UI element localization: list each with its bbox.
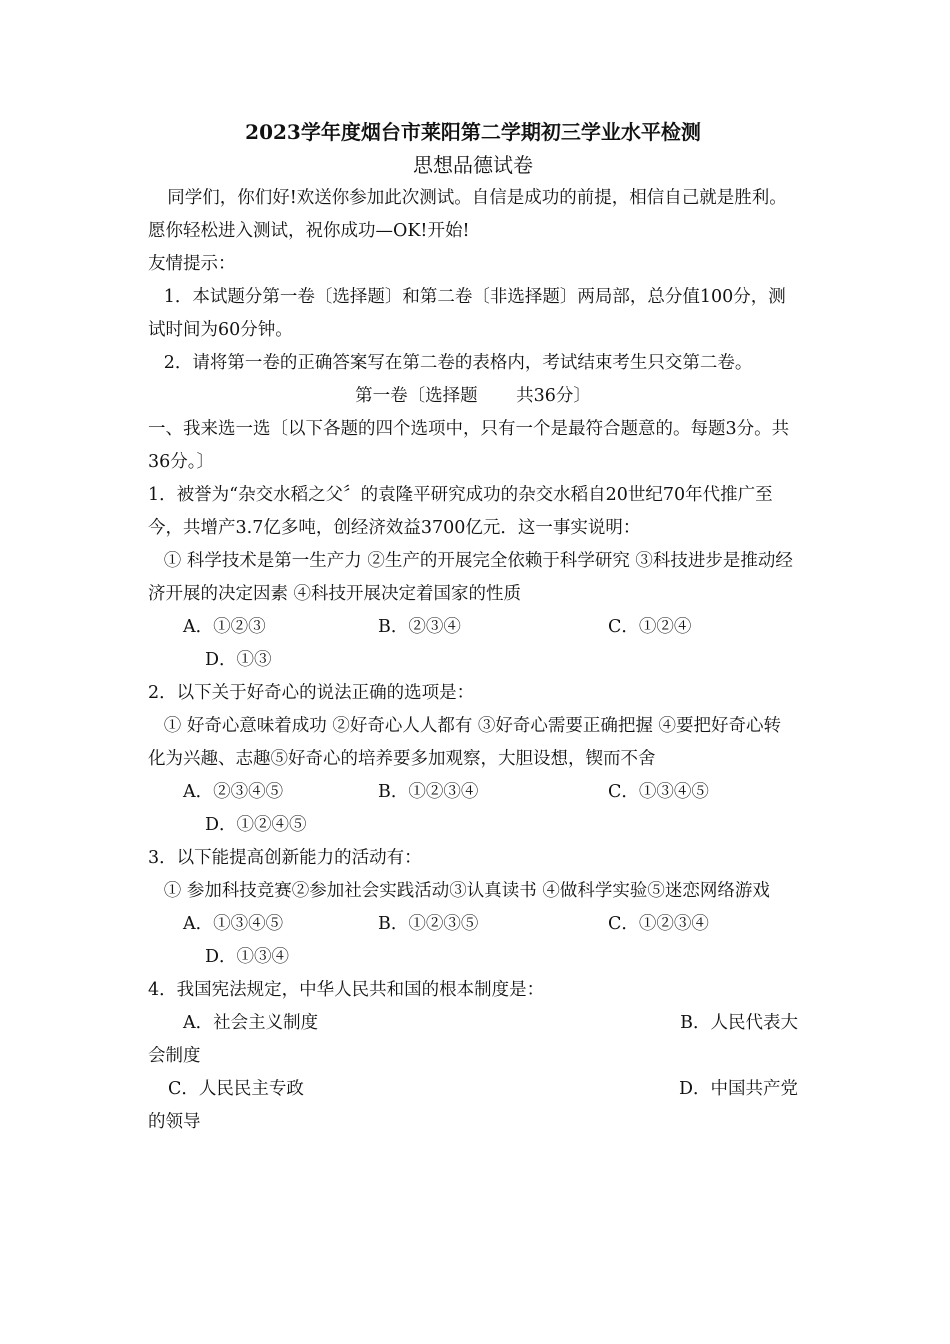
- option-d: D．①②④⑤: [205, 815, 307, 835]
- question-statements: ① 好奇心意味着成功 ②好奇心人人都有 ③好奇心需要正确把握 ④要把好奇心转化为兴趣、志趣⑤好奇心的培养要多加观察，大胆设想，锲而不舍: [148, 716, 781, 769]
- exam-subtitle: 思想品德试卷: [413, 153, 533, 177]
- option-b: B．人民代表大: [680, 1013, 798, 1033]
- option-c: C．①③④⑤: [608, 782, 709, 802]
- tips-label: 友情提示：: [148, 254, 236, 274]
- exam-title: 2023学年度烟台市莱阳第二学期初三学业水平检测: [245, 120, 701, 144]
- section-title: [148, 380, 798, 413]
- tip-2: 2．请将第一卷的正确答案写在第二卷的表格内，考试结束考生只交第二卷。: [163, 353, 753, 373]
- exam-page: [148, 116, 798, 1139]
- option-b: B．②③④: [378, 617, 461, 637]
- question-stem: 3．以下能提高创新能力的活动有：: [148, 848, 422, 868]
- section-title-right: 共36分〕: [516, 386, 591, 406]
- question-3: [148, 842, 798, 974]
- options-row: [148, 908, 798, 941]
- question-stem: 4．我国宪法规定，中华人民共和国的根本制度是：: [148, 980, 545, 1000]
- question-stem: 1．被誉为“杂交水稻之父〞的袁隆平研究成功的杂交水稻自20世纪70年代推广至今，共增产3.7亿多吨，创经济效益3700亿元．这一事实说明：: [148, 485, 773, 538]
- section-instruction: 一、我来选一选〔以下各题的四个选项中，只有一个是最符合题意的。每题3分。共36分。〕: [148, 419, 790, 472]
- question-4: [148, 974, 798, 1139]
- question-statements: ① 参加科技竞赛②参加社会实践活动③认真读书 ④做科学实验⑤迷恋网络游戏: [163, 881, 770, 901]
- option-a: A．①②③: [183, 617, 266, 637]
- option-b: B．①②③④: [378, 782, 479, 802]
- options-row: [148, 1073, 798, 1106]
- option-a: A．①③④⑤: [183, 914, 284, 934]
- option-d-continued: 的领导: [148, 1112, 201, 1132]
- options-row: [148, 776, 798, 809]
- question-stem: 2．以下关于好奇心的说法正确的选项是：: [148, 683, 475, 703]
- option-b-continued: 会制度: [148, 1046, 201, 1066]
- question-statements: ① 科学技术是第一生产力 ②生产的开展完全依赖于科学研究 ③科技进步是推动经济开展的决定因素 ④科技开展决定着国家的性质: [148, 551, 793, 604]
- section-title-left: 第一卷〔选择题: [355, 386, 478, 406]
- options-row: [148, 1007, 798, 1040]
- tip-1: 1．本试题分第一卷〔选择题〕和第二卷〔非选择题〕两局部，总分值100分，测试时间为60分钟。: [148, 287, 786, 340]
- option-a: A．社会主义制度: [183, 1013, 319, 1033]
- option-d: D．中国共产党: [678, 1079, 798, 1099]
- option-c: C．①②③④: [608, 914, 709, 934]
- question-1: [148, 479, 798, 677]
- question-2: [148, 677, 798, 842]
- option-c: C．①②④: [608, 617, 692, 637]
- options-row: [148, 611, 798, 644]
- option-c: C．人民民主专政: [168, 1079, 304, 1099]
- option-d: D．①③: [205, 650, 272, 670]
- option-b: B．①②③⑤: [378, 914, 479, 934]
- intro-greeting: 同学们，你们好!欢送你参加此次测试。自信是成功的前提，相信自己就是胜利。愿你轻松进入测试，祝你成功—OK!开始!: [148, 188, 787, 241]
- option-a: A．②③④⑤: [183, 782, 284, 802]
- option-d: D．①③④: [205, 947, 290, 967]
